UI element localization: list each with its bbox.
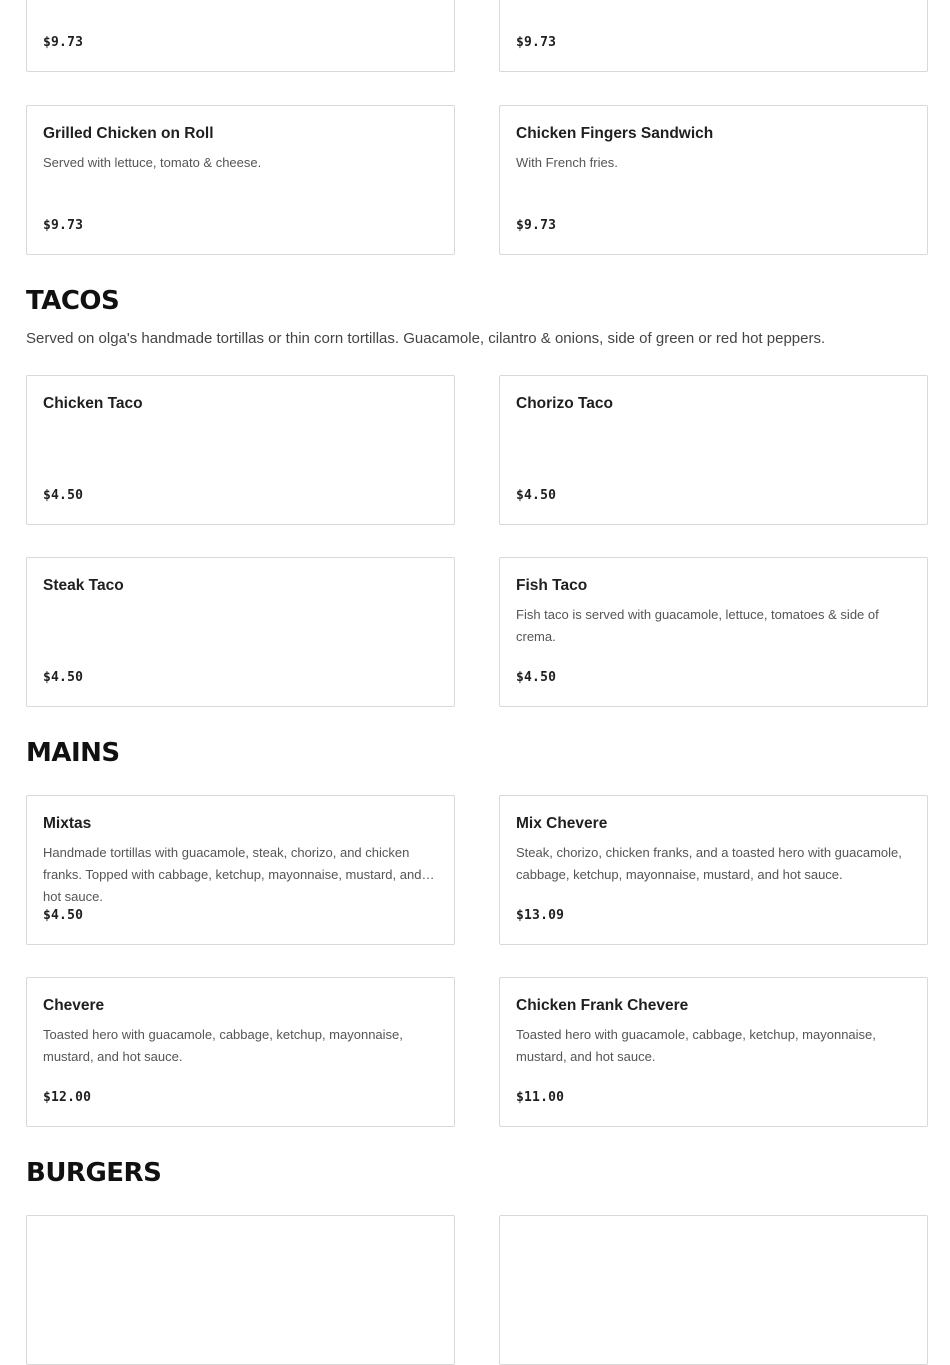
menu-item-name: Fish Taco [516, 577, 588, 594]
menu-item-card[interactable] [26, 557, 455, 707]
section-description-tacos: Served on olga's handmade tortillas or thin corn tortillas. Guacamole, cilantro & onions, side of green or red hot peppers. [26, 330, 826, 347]
menu-item-card[interactable] [26, 375, 455, 525]
menu-item-card[interactable] [26, 795, 455, 945]
menu-item-name: Mix Chevere [516, 815, 608, 832]
menu-item-price: $4.50 [43, 488, 84, 503]
menu-item-name: Chevere [43, 997, 105, 1014]
menu-item-price: $9.73 [43, 35, 84, 50]
menu-item-description: Steak, chorizo, chicken franks, and a toasted hero with guacamole, cabbage, ketchup, mayonnaise, mustard, and hot sauce. [516, 845, 902, 882]
menu-item-description: Fish taco is served with guacamole, lettuce, tomatoes & side of crema. [516, 607, 879, 644]
menu-item-price: $9.73 [516, 218, 557, 233]
menu-item-description: With French fries. [516, 155, 618, 170]
menu-item-description: Served with lettuce, tomato & cheese. [43, 155, 262, 170]
menu-item-name: Chicken Fingers Sandwich [516, 125, 714, 142]
menu-item-description: Toasted hero with guacamole, cabbage, ketchup, mayonnaise, mustard, and hot sauce. [516, 1027, 876, 1064]
menu-item-card[interactable] [499, 375, 928, 525]
menu-item-name: Chicken Frank Chevere [516, 997, 689, 1014]
menu-item-card[interactable] [499, 977, 928, 1127]
menu-item-name: Steak Taco [43, 577, 124, 594]
menu-item-price: $4.50 [43, 670, 84, 685]
menu-item-description: Handmade tortillas with guacamole, steak, chorizo, and chicken franks. Topped with cabbage, ketchup, mayonnaise, mustard, and hot sauce. [43, 845, 422, 904]
section-title-tacos: TACOS [26, 286, 120, 316]
menu-item-price: $9.73 [516, 35, 557, 50]
menu-item-price: $12.00 [43, 1090, 92, 1105]
menu-item-name: Chicken Taco [43, 395, 143, 412]
menu-item-card[interactable] [499, 795, 928, 945]
menu-item-name: Mixtas [43, 815, 92, 832]
menu-item-description: Toasted hero with guacamole, cabbage, ketchup, mayonnaise, mustard, and hot sauce. [43, 1027, 403, 1064]
menu-item-price: $4.50 [516, 670, 557, 685]
menu-item-card[interactable] [26, 977, 455, 1127]
menu-item-card[interactable] [26, 0, 455, 72]
menu-item-card[interactable] [499, 1215, 928, 1365]
menu-item-card[interactable] [499, 557, 928, 707]
section-title-mains: MAINS [26, 738, 120, 768]
menu-item-price: $9.73 [43, 218, 84, 233]
menu-item-card[interactable] [499, 105, 928, 255]
menu-item-price: $11.00 [516, 1090, 565, 1105]
menu-item-price: $13.09 [516, 908, 565, 923]
menu-item-card[interactable] [26, 1215, 455, 1365]
menu-item-name: Grilled Chicken on Roll [43, 125, 214, 142]
menu-item-card[interactable] [499, 0, 928, 72]
section-title-burgers: BURGERS [26, 1158, 162, 1188]
menu-item-price: $4.50 [516, 488, 557, 503]
menu-item-price: $4.50 [43, 908, 84, 923]
menu-item-name: Chorizo Taco [516, 395, 614, 412]
menu-item-card[interactable] [26, 105, 455, 255]
